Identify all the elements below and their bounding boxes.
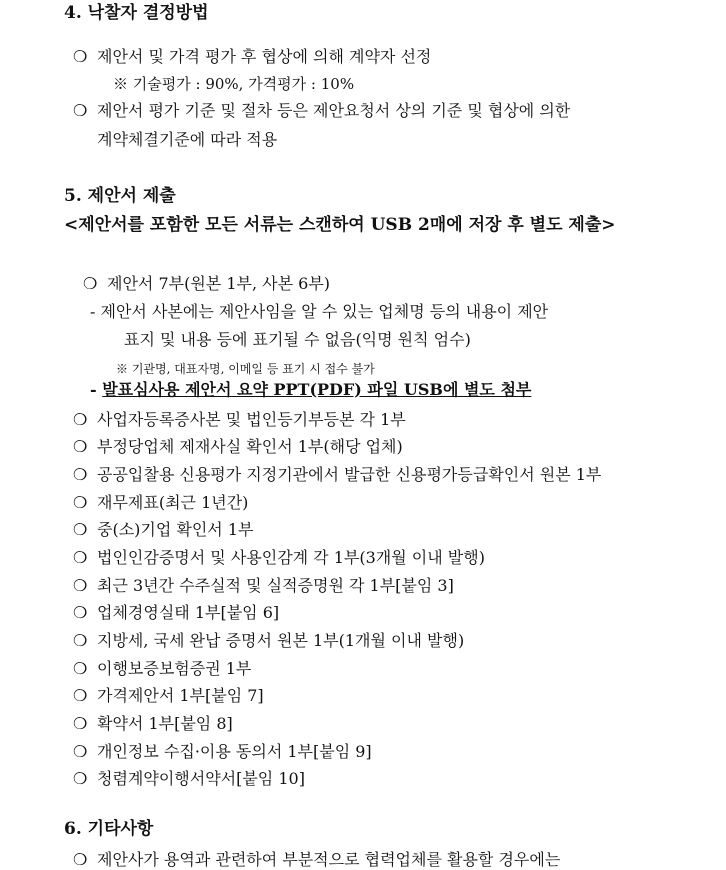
dash-item-continuation: 표지 및 내용 등에 표기될 수 없음(익명 원칙 엄수) [124,330,471,349]
list-item: ❍ 부정당업체 제재사실 확인서 1부(해당 업체) [73,437,403,456]
list-item: ❍ 제안서 평가 기준 및 절차 등은 제안요청서 상의 기준 및 협상에 의한 [73,101,571,120]
bullet-circle-icon: ❍ [73,520,88,539]
anonymity-note: ※ 기관명, 대표자명, 이메일 등 표기 시 접수 불가 [116,362,375,376]
list-item: ❍ 지방세, 국세 완납 증명서 원본 1부(1개월 이내 발행) [73,631,465,650]
list-item: ❍ 사업자등록증사본 및 법인등기부등본 각 1부 [73,410,406,429]
bullet-circle-icon: ❍ [73,576,88,595]
list-item: ❍ 개인정보 수집·이용 동의서 1부[붙임 9] [73,742,372,761]
bullet-circle-icon: ❍ [73,548,88,567]
list-item: ❍ 재무제표(최근 1년간) [73,493,249,512]
list-item-continuation: 계약체결기준에 따라 적용 [97,130,278,149]
list-item: ❍ 법인인감증명서 및 사용인감계 각 1부(3개월 이내 발행) [73,548,485,567]
list-item: ❍ 업체경영실태 1부[붙임 6] [73,603,280,622]
dash-item-emphasis: - 발표심사용 제안서 요약 PPT(PDF) 파일 USB에 별도 첨부 [90,380,532,399]
bullet-circle-icon: ❍ [73,850,88,869]
section-5-subheading: <제안서를 포함한 모든 서류는 스캔하여 USB 2매에 저장 후 별도 제출> [64,215,616,235]
bullet-circle-icon: ❍ [73,631,88,650]
bullet-circle-icon: ❍ [73,659,88,678]
list-item: ❍ 제안사가 용역과 관련하여 부분적으로 협력업체를 활용할 경우에는 [73,850,561,869]
list-item: ❍ 최근 3년간 수주실적 및 실적증명원 각 1부[붙임 3] [73,576,454,595]
list-item: ❍ 공공입찰용 신용평가 지정기관에서 발급한 신용평가등급확인서 원본 1부 [73,465,602,484]
bullet-circle-icon: ❍ [73,686,88,705]
list-item: ❍ 가격제안서 1부[붙임 7] [73,686,264,705]
bullet-circle-icon: ❍ [73,47,88,66]
bullet-circle-icon: ❍ [73,603,88,622]
bullet-circle-icon: ❍ [73,410,88,429]
list-item: ❍ 제안서 및 가격 평가 후 협상에 의해 계약자 선정 [73,47,432,66]
evaluation-ratio-note: ※ 기술평가 : 90%, 가격평가 : 10% [113,75,355,93]
bullet-circle-icon: ❍ [73,769,88,788]
section-6-heading: 6. 기타사항 [64,819,154,839]
list-item: ❍ 확약서 1부[붙임 8] [73,714,233,733]
section-5-heading: 5. 제안서 제출 [64,186,176,206]
bullet-circle-icon: ❍ [73,714,88,733]
dash-item: - 제안서 사본에는 제안사임을 알 수 있는 업체명 등의 내용이 제안 [90,302,549,321]
list-item: ❍ 청렴계약이행서약서[붙임 10] [73,769,305,788]
bullet-circle-icon: ❍ [83,274,98,293]
list-item: ❍ 제안서 7부(원본 1부, 사본 6부) [83,274,331,293]
list-item: ❍ 중(소)기업 확인서 1부 [73,520,254,539]
bullet-circle-icon: ❍ [73,465,88,484]
bullet-circle-icon: ❍ [73,742,88,761]
list-item: ❍ 이행보증보험증권 1부 [73,659,252,678]
bullet-circle-icon: ❍ [73,101,88,120]
section-4-heading: 4. 낙찰자 결정방법 [64,3,209,23]
bullet-circle-icon: ❍ [73,437,88,456]
bullet-circle-icon: ❍ [73,493,88,512]
